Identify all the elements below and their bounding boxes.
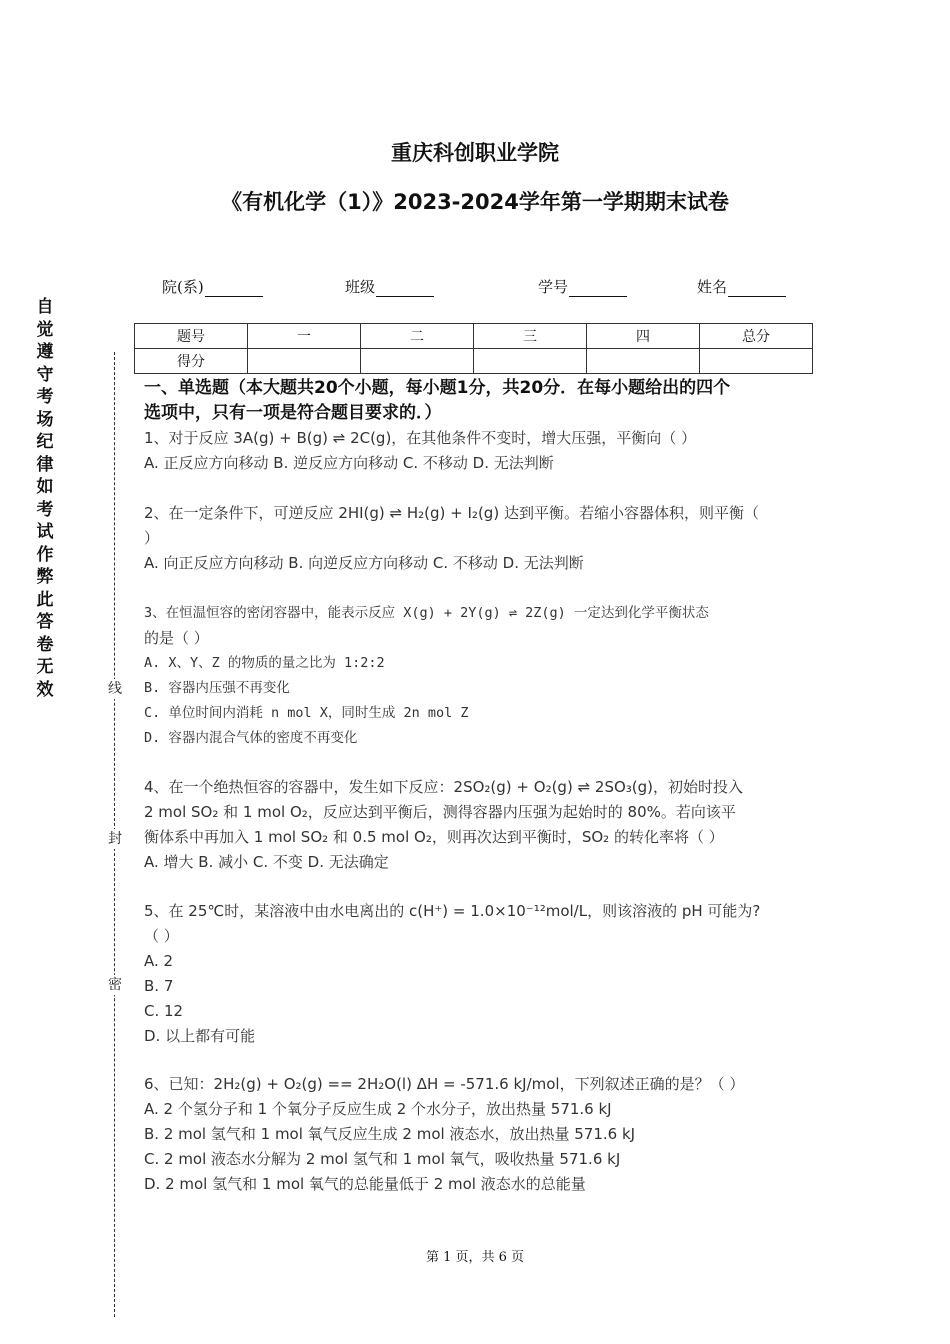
department-field[interactable] <box>162 276 263 297</box>
question-stem: 6、已知：2H₂(g) + O₂(g) == 2H₂O(l) ΔH = -571.6 kJ/mol，下列叙述正确的是？（ ） <box>144 1075 745 1093</box>
option-a[interactable]: A. 2 <box>144 952 174 970</box>
student-id-label: 学号 <box>538 278 569 296</box>
department-blank[interactable] <box>205 281 263 297</box>
score-header-cell: 一 <box>248 324 361 349</box>
score-table-score-row <box>135 349 813 374</box>
question-stem-continued: 2 mol SO₂ 和 1 mol O₂，反应达到平衡后，测得容器内压强为起始时的 80%。若向该平 <box>144 803 736 821</box>
option-c[interactable]: C. 12 <box>144 1002 184 1020</box>
score-row-label: 得分 <box>135 349 248 374</box>
question-6 <box>144 1072 824 1197</box>
side-notice-char: 试 <box>36 522 54 542</box>
side-notice-char: 律 <box>36 454 54 475</box>
name-label: 姓名 <box>697 278 728 296</box>
option-c[interactable]: C. 2 mol 液态水分解为 2 mol 氢气和 1 mol 氧气，吸收热量 571.6 kJ <box>144 1150 621 1168</box>
section-heading-line: 一、单选题（本大题共20个小题，每小题1分，共20分．在每小题给出的四个 <box>144 378 731 398</box>
student-id-field[interactable] <box>538 276 627 297</box>
option-b[interactable]: B. 7 <box>144 977 174 995</box>
question-stem-continued: （ ） <box>144 927 179 945</box>
class-label: 班级 <box>345 278 376 296</box>
score-header-cell: 二 <box>361 324 474 349</box>
question-stem: 5、在 25℃时，某溶液中由水电离出的 c(H⁺) = 1.0×10⁻¹²mol/L，则该溶液的 pH 可能为? <box>144 902 761 920</box>
score-header-cell: 三 <box>474 324 587 349</box>
seal-char-secret: 密 <box>108 977 122 993</box>
question-stem: 4、在一个绝热恒容的容器中，发生如下反应：2SO₂(g) + O₂(g) ⇌ 2SO₃(g)，初始时投入 <box>144 778 744 796</box>
side-notice-char: 此 <box>36 589 54 610</box>
name-field[interactable] <box>697 276 786 297</box>
question-2 <box>144 501 824 576</box>
question-5 <box>144 899 824 1049</box>
option-a[interactable]: A. X、Y、Z 的物质的量之比为 1:2:2 <box>144 655 385 671</box>
page-number: 第 1 页，共 6 页 <box>425 1250 525 1265</box>
side-notice-char: 如 <box>36 477 54 497</box>
option-d[interactable]: D. 2 mol 氢气和 1 mol 氧气的总能量低于 2 mol 液态水的总能量 <box>144 1175 586 1193</box>
exam-title: 《有机化学（1）》2023-2024学年第一学期期末试卷 <box>221 190 729 214</box>
side-notice-char: 觉 <box>36 319 54 340</box>
question-options[interactable]: A. 正反应方向移动 B. 逆反应方向移动 C. 不移动 D. 无法判断 <box>144 454 554 472</box>
name-blank[interactable] <box>728 281 786 297</box>
side-notice-char: 考 <box>36 387 54 407</box>
side-notice-char: 无 <box>36 657 54 677</box>
question-stem-continued: ） <box>144 529 160 547</box>
option-c[interactable]: C. 单位时间内消耗 n mol X，同时生成 2n mol Z <box>144 705 469 721</box>
section-one-heading <box>144 376 824 426</box>
option-d[interactable]: D. 以上都有可能 <box>144 1027 256 1045</box>
score-header-cell: 四 <box>587 324 700 349</box>
question-stem: 2、在一定条件下，可逆反应 2HI(g) ⇌ H₂(g) + I₂(g) 达到平衡。若缩小容器体积，则平衡（ <box>144 504 759 522</box>
question-options[interactable]: A. 向正反应方向移动 B. 向逆反应方向移动 C. 不移动 D. 无法判断 <box>144 554 584 572</box>
question-options[interactable]: A. 增大 B. 减小 C. 不变 D. 无法确定 <box>144 853 389 871</box>
question-3 <box>144 600 824 751</box>
side-notice <box>34 296 56 701</box>
side-notice-char: 遵 <box>36 342 54 362</box>
side-notice-char: 守 <box>36 364 54 385</box>
question-stem-continued: 衡体系中再加入 1 mol SO₂ 和 0.5 mol O₂，则再次达到平衡时，SO₂ 的转化率将（ ） <box>144 828 724 846</box>
side-notice-char: 自 <box>36 297 54 317</box>
class-field[interactable] <box>345 276 434 297</box>
option-b[interactable]: B. 容器内压强不再变化 <box>144 680 290 696</box>
score-cell[interactable] <box>474 349 587 374</box>
school-name: 重庆科创职业学院 <box>391 141 559 165</box>
side-notice-char: 纪 <box>36 432 54 452</box>
side-notice-char: 考 <box>36 499 54 520</box>
score-table <box>134 323 813 374</box>
score-cell[interactable] <box>587 349 700 374</box>
score-header-cell: 总分 <box>700 324 813 349</box>
score-header-cell: 题号 <box>135 324 248 349</box>
score-cell[interactable] <box>361 349 474 374</box>
section-heading-line: 选项中，只有一项是符合题目要求的．） <box>144 403 442 423</box>
question-stem-continued: 的是（ ） <box>144 629 209 647</box>
seal-char-line: 线 <box>108 681 122 697</box>
student-info-row <box>0 276 950 298</box>
class-blank[interactable] <box>376 281 434 297</box>
option-d[interactable]: D. 容器内混合气体的密度不再变化 <box>144 730 358 746</box>
side-notice-char: 卷 <box>36 634 54 655</box>
question-stem: 3、在恒温恒容的密闭容器中，能表示反应 X(g) + 2Y(g) ⇌ 2Z(g) 一定达到化学平衡状态 <box>144 605 709 621</box>
option-a[interactable]: A. 2 个氢分子和 1 个氧分子反应生成 2 个水分子，放出热量 571.6 kJ <box>144 1100 612 1118</box>
question-1 <box>144 426 824 476</box>
score-cell[interactable] <box>700 349 813 374</box>
student-id-blank[interactable] <box>569 281 627 297</box>
score-cell[interactable] <box>248 349 361 374</box>
department-label: 院(系) <box>162 278 204 296</box>
side-notice-char: 效 <box>36 679 54 700</box>
side-notice-char: 作 <box>36 544 54 565</box>
side-notice-char: 答 <box>36 612 54 632</box>
side-notice-char: 弊 <box>36 567 54 587</box>
option-b[interactable]: B. 2 mol 氢气和 1 mol 氧气反应生成 2 mol 液态水，放出热量 571.6 kJ <box>144 1125 636 1143</box>
question-4 <box>144 775 824 875</box>
seal-char-seal: 封 <box>108 831 122 847</box>
score-table-header-row <box>135 324 813 349</box>
side-notice-char: 场 <box>36 409 54 430</box>
question-stem: 1、对于反应 3A(g) + B(g) ⇌ 2C(g)，在其他条件不变时，增大压强，平衡向（ ） <box>144 429 697 447</box>
